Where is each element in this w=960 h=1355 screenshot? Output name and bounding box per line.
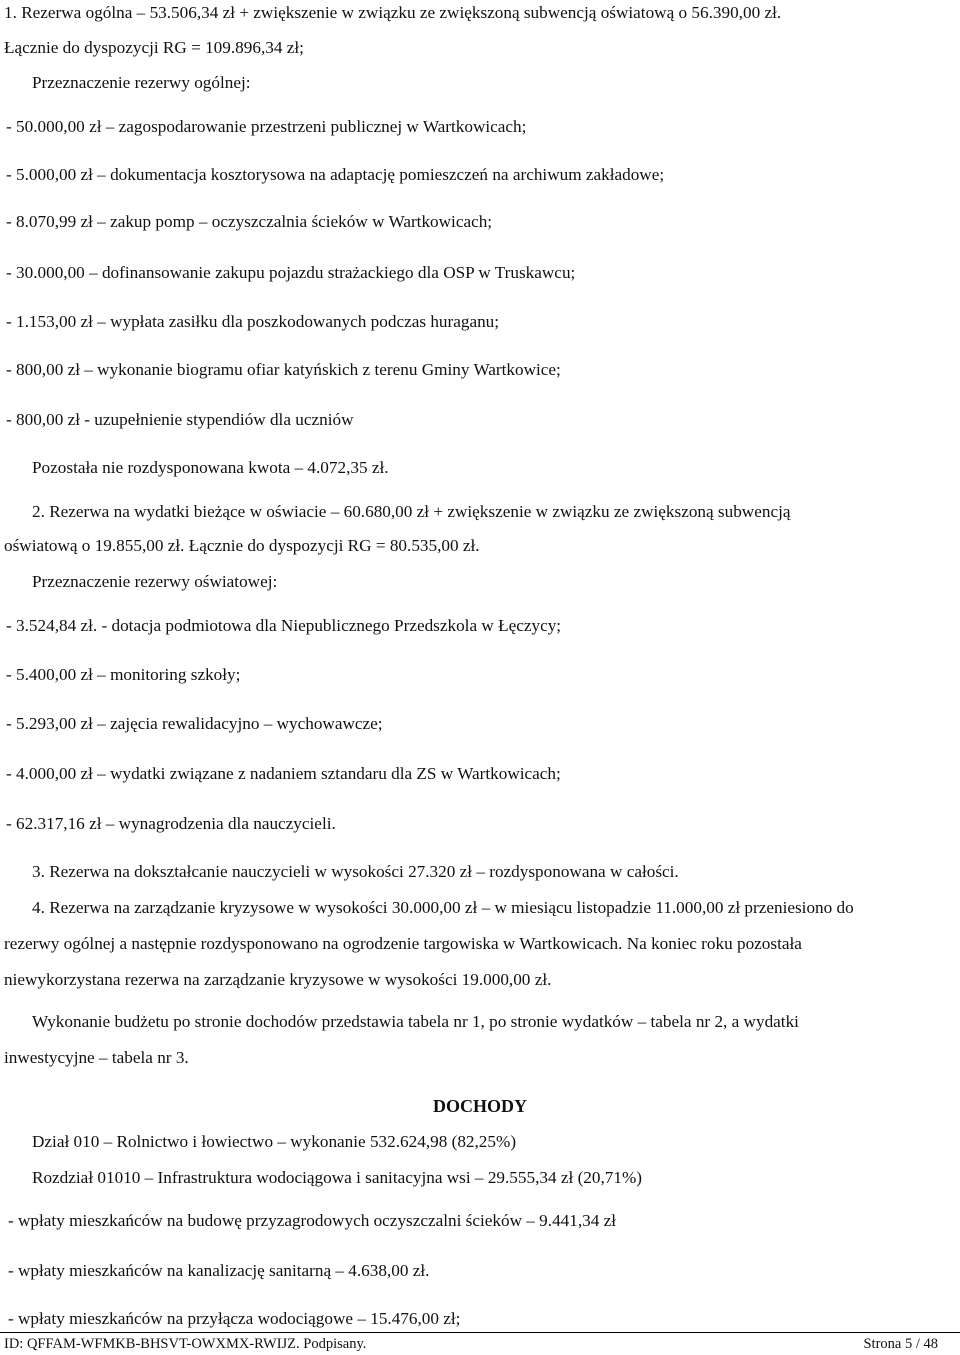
text-line: Przeznaczenie rezerwy oświatowej: — [32, 572, 278, 591]
list-item: - 4.000,00 zł – wydatki związane z nadaniem sztandaru dla ZS w Wartkowicach; — [6, 764, 561, 783]
list-item: - 5.400,00 zł – monitoring szkoły; — [6, 665, 241, 684]
list-item: - 1.153,00 zł – wypłata zasiłku dla poszkodowanych podczas huraganu; — [6, 312, 500, 331]
text-line: rezerwy ogólnej a następnie rozdysponowano na ogrodzenie targowiska w Wartkowicach. Na koniec roku pozostała — [4, 934, 802, 953]
list-item: - 5.000,00 zł – dokumentacja kosztorysowa na adaptację pomieszczeń na archiwum zakładowe; — [6, 165, 665, 184]
text-line: Wykonanie budżetu po stronie dochodów przedstawia tabela nr 1, po stronie wydatków – tabela nr 2, a wydatki — [32, 1012, 799, 1031]
list-item: - 30.000,00 – dofinansowanie zakupu pojazdu strażackiego dla OSP w Truskawcu; — [6, 263, 576, 282]
text-line: Pozostała nie rozdysponowana kwota – 4.072,35 zł. — [32, 458, 389, 477]
text-line: Przeznaczenie rezerwy ogólnej: — [32, 73, 251, 92]
text-line: 1. Rezerwa ogólna – 53.506,34 zł + zwiększenie w związku ze zwiększoną subwencją oświatową o 56.390,00 zł. — [4, 3, 782, 22]
list-item: - 800,00 zł - uzupełnienie stypendiów dla uczniów — [6, 410, 354, 429]
list-item: - 3.524,84 zł. - dotacja podmiotowa dla Niepublicznego Przedszkola w Łęczycy; — [6, 616, 562, 635]
text-line: inwestycyjne – tabela nr 3. — [4, 1048, 189, 1067]
text-line: niewykorzystana rezerwa na zarządzanie kryzysowe w wysokości 19.000,00 zł. — [4, 970, 552, 989]
text-line: 4. Rezerwa na zarządzanie kryzysowe w wysokości 30.000,00 zł – w miesiącu listopadzie 11.000,00 zł przeniesiono do — [32, 898, 854, 917]
text-line: 2. Rezerwa na wydatki bieżące w oświacie – 60.680,00 zł + zwiększenie w związku ze zwiększoną subwencją — [32, 502, 791, 521]
text-line: 3. Rezerwa na dokształcanie nauczycieli w wysokości 27.320 zł – rozdysponowana w całości. — [32, 862, 679, 881]
list-item: - 62.317,16 zł – wynagrodzenia dla nauczycieli. — [6, 814, 336, 833]
text-line: Rozdział 01010 – Infrastruktura wodociągowa i sanitacyjna wsi – 29.555,34 zł (20,71%) — [32, 1168, 643, 1187]
text-line: Łącznie do dyspozycji RG = 109.896,34 zł; — [4, 38, 304, 57]
section-title: DOCHODY — [433, 1096, 527, 1116]
text-line: oświatową o 19.855,00 zł. Łącznie do dyspozycji RG = 80.535,00 zł. — [4, 536, 480, 555]
list-item: - wpłaty mieszkańców na kanalizację sanitarną – 4.638,00 zł. — [8, 1261, 430, 1280]
list-item: - 8.070,99 zł – zakup pomp – oczyszczalnia ścieków w Wartkowicach; — [6, 212, 493, 231]
list-item: - 50.000,00 zł – zagospodarowanie przestrzeni publicznej w Wartkowicach; — [6, 117, 527, 136]
list-item: - 5.293,00 zł – zajęcia rewalidacyjno – wychowawcze; — [6, 714, 383, 733]
document-id: ID: QFFAM-WFMKB-BHSVT-OWXMX-RWIJZ. Podpisany. — [4, 1336, 367, 1352]
list-item: - 800,00 zł – wykonanie biogramu ofiar katyńskich z terenu Gminy Wartkowice; — [6, 360, 561, 379]
list-item: - wpłaty mieszkańców na budowę przyzagrodowych oczyszczalni ścieków – 9.441,34 zł — [8, 1211, 617, 1230]
page-number: Strona 5 / 48 — [863, 1336, 938, 1352]
footer-divider — [0, 1332, 960, 1333]
text-line: Dział 010 – Rolnictwo i łowiectwo – wykonanie 532.624,98 (82,25%) — [32, 1132, 517, 1151]
list-item: - wpłaty mieszkańców na przyłącza wodociągowe – 15.476,00 zł; — [8, 1309, 461, 1328]
